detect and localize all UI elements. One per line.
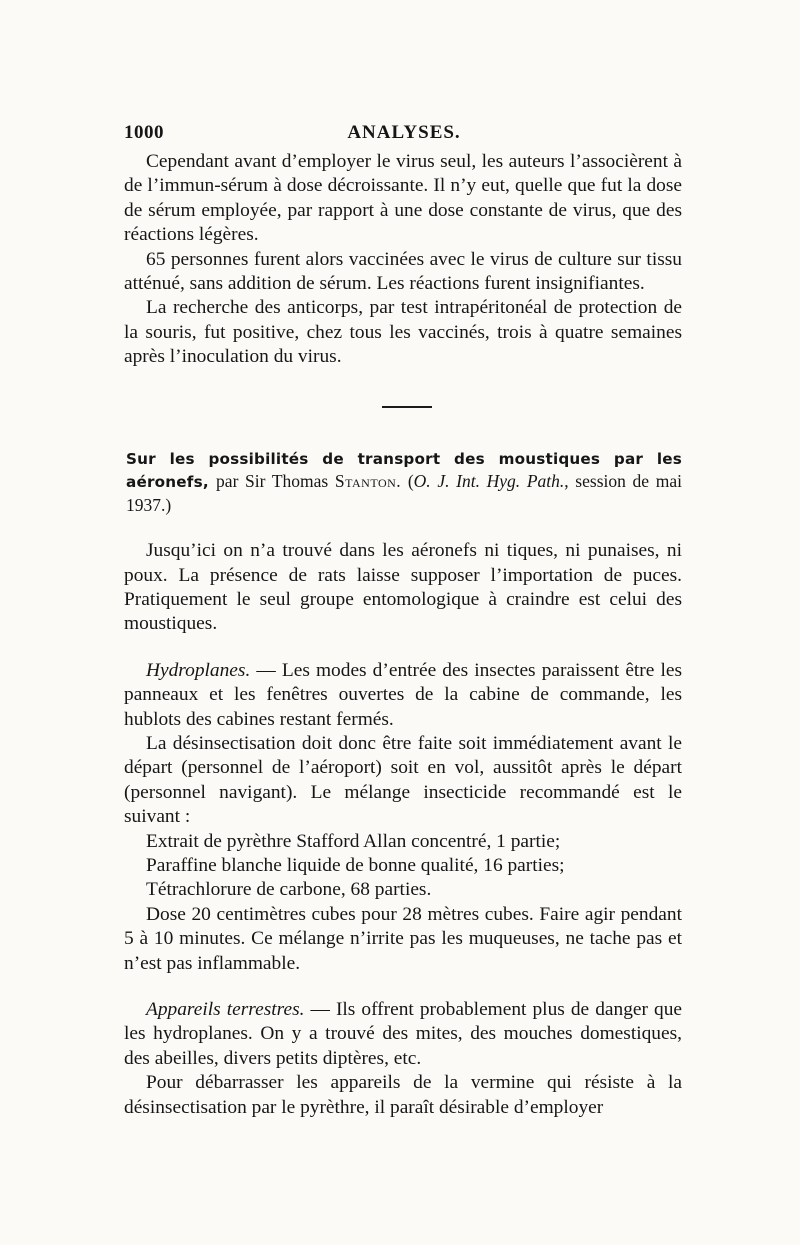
section-divider xyxy=(382,406,432,408)
paragraph: Cependant avant d’employer le virus seul, les auteurs l’associèrent à de l’immun-sérum à dose décroissante. Il n’y eut, quelle que fut la dose de sérum employée, par rapport à une dose constante de virus, que des réactions légères. xyxy=(124,151,682,246)
page xyxy=(124,122,682,1120)
paragraph: La désinsectisation doit donc être faite soit immédiatement avant le départ (personnel de l’aéroport) soit en vol, aussitôt après le départ (personnel navigant). Le mélange insecticide recommandé est le suivant : xyxy=(124,733,682,828)
hydroplanes-paragraph: Hydroplanes. — Les modes d’entrée des insectes paraissent être les panneaux et les fenêtres ouvertes de la cabine de commande, les hublots des cabines restant fermés. xyxy=(124,659,682,730)
list-item: Paraffine blanche liquide de bonne qualité, 16 parties; xyxy=(146,855,565,877)
article-title: Sur les possibilités de transport des moustiques par les aéronefs, xyxy=(126,449,682,492)
page-number: 1000 xyxy=(124,122,164,143)
section-title: ANALYSES. xyxy=(347,122,461,143)
list-item: Tétrachlorure de carbone, 68 parties. xyxy=(146,879,432,901)
hydroplanes-heading: Hydroplanes. xyxy=(146,659,251,681)
article-heading: Sur les possibilités de transport des moustiques par les aéronefs, par Sir Thomas Stanton. (O. J. Int. Hyg. Path., session de mai 1937.) xyxy=(126,449,682,515)
author-name: Stanton. xyxy=(334,471,402,492)
terrestres-paragraph: Appareils terrestres. — Ils offrent probablement plus de danger que les hydroplanes. On y a trouvé des mites, des mouches domestiques, des abeilles, divers petits diptères, etc. xyxy=(124,999,682,1069)
paragraph: La recherche des anticorps, par test intrapéritonéal de protection de la souris, fut positive, chez tous les vaccinés, trois à quatre semaines après l’inoculation du virus. xyxy=(124,297,682,368)
dose-paragraph: Dose 20 centimètres cubes pour 28 mètres cubes. Faire agir pendant 5 à 10 minutes. Ce mélange n’irrite pas les muqueuses, ne tache pas et n’est pas inflammable. xyxy=(124,903,682,974)
byline-prefix: par Sir Thomas xyxy=(216,471,329,492)
session-date: , session de mai 1937.) xyxy=(126,471,682,515)
journal-source: O. J. Int. Hyg. Path. xyxy=(413,471,565,492)
terrestres-heading: Appareils terrestres. xyxy=(146,999,305,1021)
recipe-list xyxy=(124,830,682,903)
previous-article-end xyxy=(124,150,682,370)
intro-paragraph: Jusqu’ici on n’a trouvé dans les aéronefs ni tiques, ni punaises, ni poux. La présence de rats laisse supposer l’importation de puces. Pratiquement le seul groupe entomologique à craindre est celui des moustiques. xyxy=(124,540,682,635)
list-item: Extrait de pyrèthre Stafford Allan concentré, 1 partie; xyxy=(146,830,561,852)
paragraph: 65 personnes furent alors vaccinées avec le virus de culture sur tissu atténué, sans addition de sérum. Les réactions furent insignifiantes. xyxy=(124,248,682,295)
running-head xyxy=(124,122,682,150)
paragraph: Pour débarrasser les appareils de la vermine qui résiste à la désinsectisation par le pyrèthre, il paraît désirable d’employer xyxy=(124,1072,682,1118)
